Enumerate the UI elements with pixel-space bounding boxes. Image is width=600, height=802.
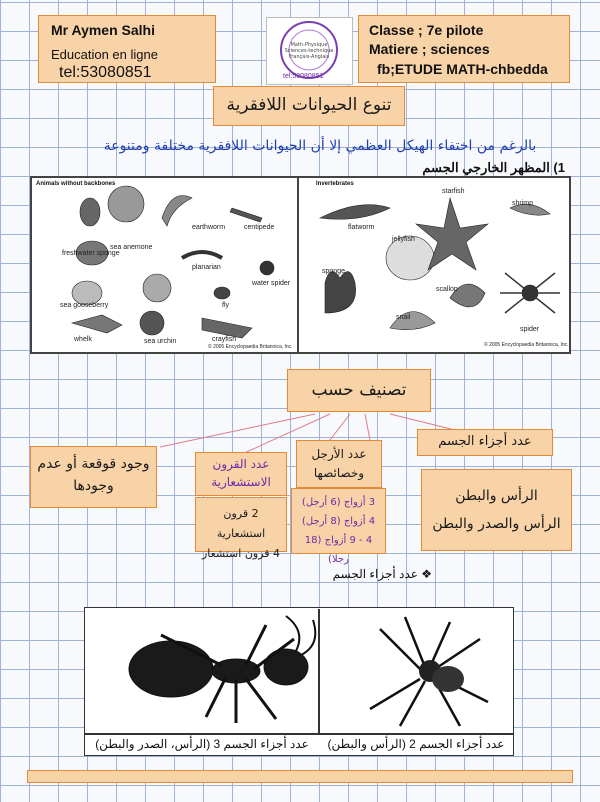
figure-left-heading: Animals without backbones — [36, 181, 116, 187]
classe: Classe ; 7e pilote — [369, 22, 484, 38]
footer-bar — [27, 770, 573, 783]
figure-right-credit: © 2005 Encyclopaedia Britannica, Inc. — [484, 342, 569, 348]
svg-text:Français-Anglais: Français-Anglais — [288, 54, 330, 60]
spider-photo — [320, 609, 512, 733]
svg-text:Sciences-technique: Sciences-technique — [284, 48, 334, 54]
criterion-antennae-box — [195, 452, 287, 496]
label-sponge: sponge — [322, 268, 345, 275]
bullet-heading — [300, 567, 432, 581]
criterion-antennae: عدد القرون الاستشعارية — [211, 457, 271, 489]
body-detail: الرأس والبطن الرأس والصدر والبطن — [432, 488, 561, 532]
antennae-detail: 2 قرون استشعارية 4 قرون استشعار — [201, 507, 281, 560]
section-heading: 1) المظهر الخارجي الجسم — [422, 160, 565, 175]
label-starfish: starfish — [442, 188, 465, 195]
label-sea-anemone: sea anemone — [110, 244, 153, 251]
criterion-shell: وجود قوقعة أو عدم وجودها — [37, 456, 150, 494]
facebook: fb;ETUDE MATH-chbedda — [377, 61, 548, 77]
body-detail-box — [421, 469, 572, 551]
subtitle: Education en ligne — [51, 47, 158, 62]
label-fly: fly — [222, 302, 229, 309]
legs-detail-box — [291, 488, 386, 565]
ant-caption: عدد أجزاء الجسم 3 (الرأس، الصدر والبطن) — [95, 737, 309, 751]
teacher-name: Mr Aymen Salhi — [51, 22, 155, 38]
label-jellyfish: jellyfish — [392, 236, 415, 243]
phone: tel:53080851 — [59, 64, 152, 81]
criterion-body-box — [417, 429, 553, 456]
figure-left-credit: © 2005 Encyclopaedia Britannica, Inc. — [208, 344, 293, 350]
intro-text: بالرغم من اختفاء الهيكل العظمي إلا أن الحيوانات اللافقرية مختلفة ومتنوعة — [103, 138, 537, 154]
bullet-text: عدد أجزاء الجسم — [332, 567, 418, 581]
label-shrimp: shrimp — [512, 200, 534, 207]
bullet-icon: ❖ — [417, 567, 432, 581]
criterion-body: عدد أجزاء الجسم — [438, 434, 532, 449]
criterion-shell-box — [30, 446, 157, 508]
classify-label: تصنيف حسب — [311, 380, 407, 400]
label-scallop: scallop — [436, 286, 458, 293]
matiere: Matiere ; sciences — [369, 41, 490, 57]
label-spider: spider — [520, 326, 540, 333]
label-water-spider: water spider — [252, 280, 291, 287]
caption-divider — [84, 733, 514, 735]
figure-right-heading: Invertebrates — [316, 181, 354, 187]
antennae-detail-box — [195, 497, 287, 560]
spider-caption: عدد أجزاء الجسم 2 (الرأس والبطن) — [327, 737, 505, 751]
criterion-legs: عدد الأرجل وخصائصها — [311, 447, 367, 480]
lesson-title: تنوع الحيوانات اللافقرية — [226, 95, 392, 115]
label-crayfish: crayfish — [212, 336, 237, 343]
label-earthworm: earthworm — [192, 224, 226, 231]
classify-box — [287, 369, 431, 412]
label-planarian: planarian — [192, 264, 221, 271]
label-freshwater-sponge: freshwater sponge — [62, 250, 120, 257]
label-centipede: centipede — [244, 224, 275, 231]
label-sea-gooseberry: sea gooseberry — [60, 302, 109, 309]
legs-detail: 3 أزواج (6 أرجل) 4 أزواج (8 أرجل) 4 - 9 أزواج (18 رجلا) — [301, 497, 376, 565]
label-flatworm: flatworm — [348, 224, 375, 231]
ant-photo — [86, 609, 318, 733]
criterion-legs-box — [296, 440, 382, 488]
label-whelk: whelk — [74, 336, 92, 343]
label-snail: snail — [396, 314, 411, 321]
svg-text:Math-Physique: Math-Physique — [290, 42, 328, 48]
logo-phone: tel:53080851 — [283, 73, 324, 80]
label-sea-urchin: sea urchin — [144, 338, 177, 345]
